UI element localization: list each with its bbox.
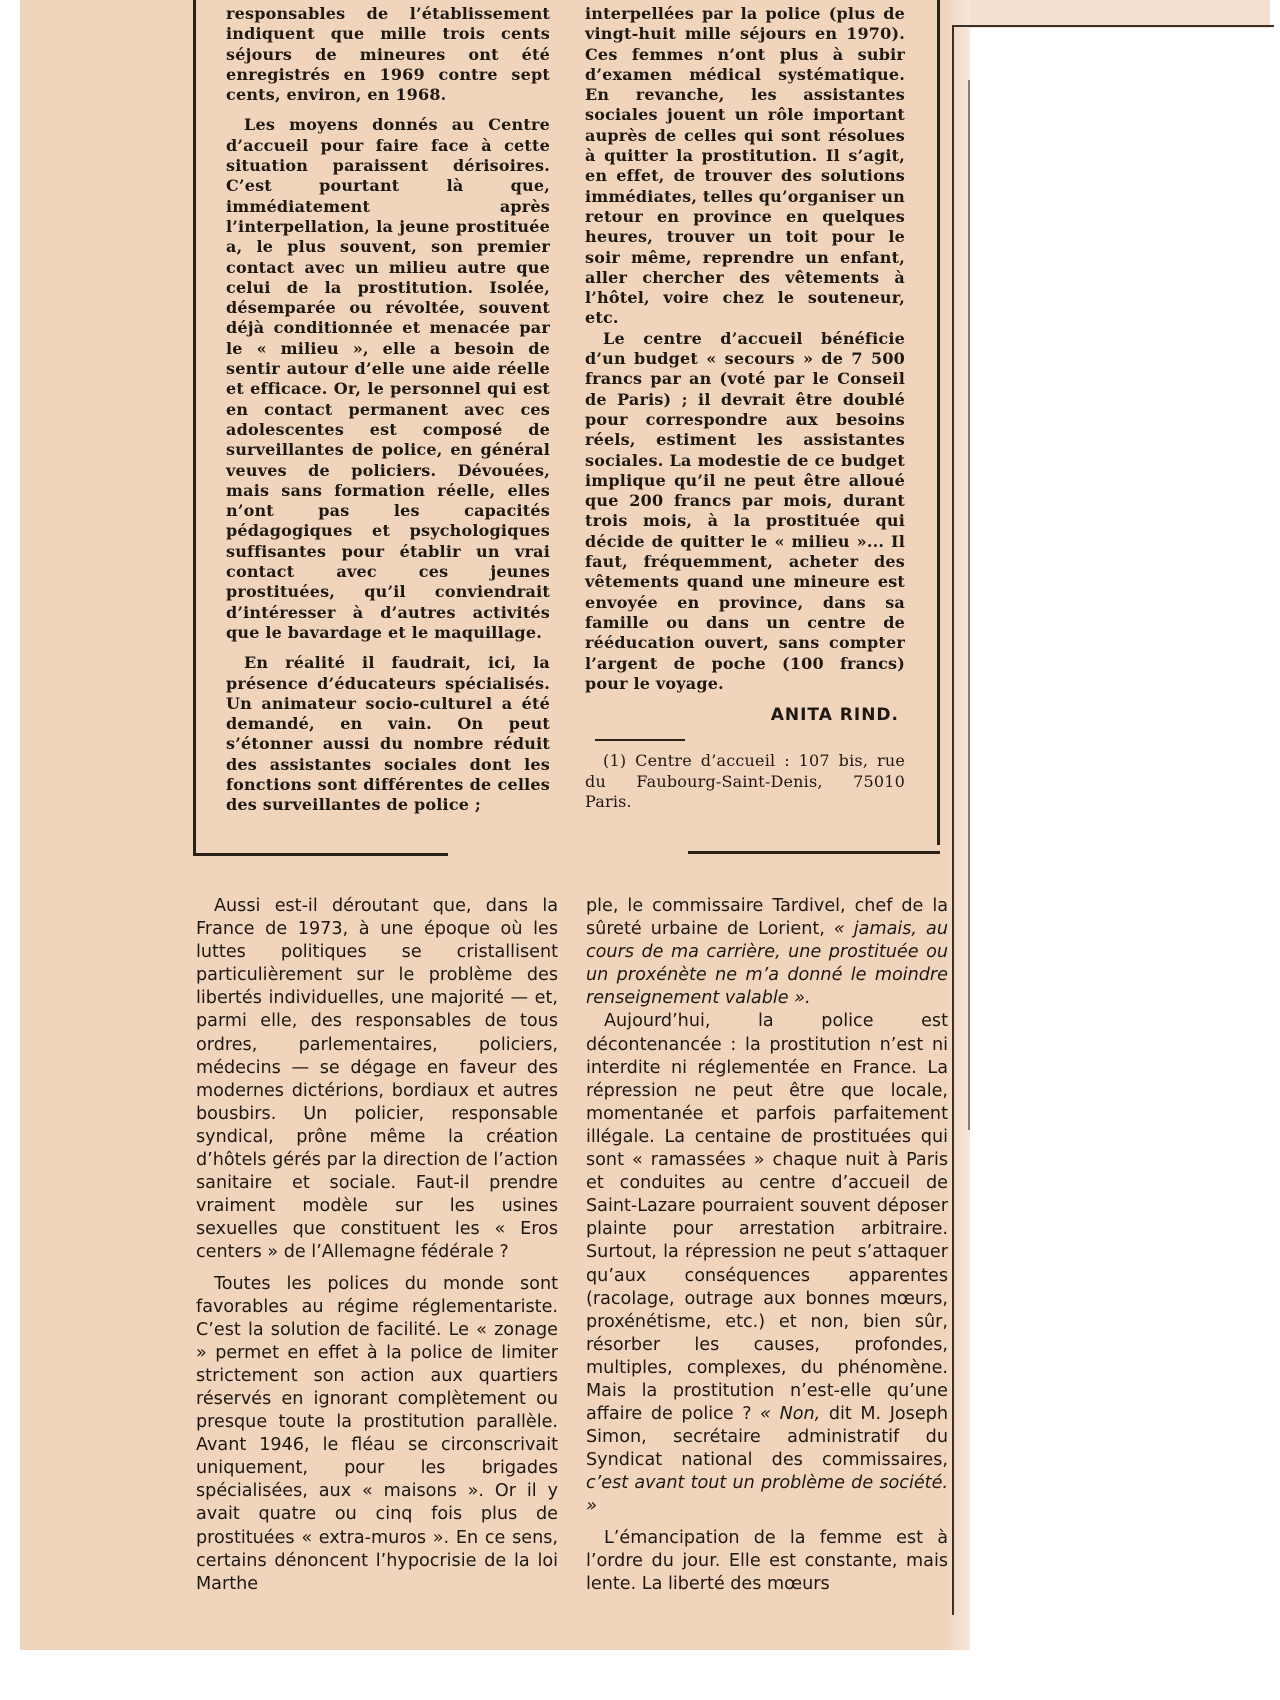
- frame-bottom-rule-right: [688, 851, 940, 854]
- quotation: « Non,: [760, 1404, 821, 1425]
- text-run: dit M. Joseph Simon, secrétaire administratif du Syndicat national des commissaires,: [586, 1404, 948, 1471]
- paragraph: Les moyens donnés au Centre d’accueil pour faire face à cette situation paraissent dérisoires. C’est pourtant là que, immédiatement après l’interpellation, la jeune prostituée a, le plus souvent, son premier contact avec un milieu autre que celui de la prostitution. Isolée, désemparée ou révoltée, souvent déjà conditionnée et menacée par le « milieu », elle a besoin de sentir autour d’elle une aide réelle et efficace. Or, le personnel qui est en contact permanent avec ces adolescentes est composé de surveillantes de police, en général veuves de policiers. Dévouées, mais sans formation réelle, elles n’ont pas les capacités pédagogiques et psychologiques suffisantes pour établir un vrai contact avec ces jeunes prostituées, qu’il conviendrait d’intéresser à d’autres activités que le bavardage et le maquillage.: [226, 115, 550, 642]
- outer-column-rule: [952, 25, 954, 1615]
- paper-scrap: [970, 0, 1270, 28]
- scan-edge-shadow: [968, 80, 970, 1130]
- lower-left-column: [196, 895, 558, 1596]
- paragraph: Le centre d’accueil bénéficie d’un budget « secours » de 7 500 francs par an (voté par le Conseil de Paris) ; il devrait être doublé pour correspondre aux besoins réels, estiment les assistantes sociales. La modestie de ce budget implique qu’il ne peut être alloué que 200 francs par mois, durant trois mois, à la prostituée qui décide de quitter le « milieu »... Il faut, fréquemment, acheter des vêtements quand une mineure est envoyée en province, dans sa famille ou dans un centre de rééducation ouvert, sans compter l’argent de poche (100 francs) pour le voyage.: [585, 328, 905, 693]
- paragraph: Toutes les polices du monde sont favorables au régime réglementariste. C’est la solution de facilité. Le « zonage » permet en effet à la police de limiter strictement son action aux quartiers réservés en ignorant complètement ou presque toute la prostitution parallèle. Avant 1946, le fléau se circonscrivait uniquement, pour les brigades spécialisées, aux « maisons ». Or il y avait quatre ou cinq fois plus de prostituées « extra-muros ». En ce sens, certains dénoncent l’hypocrisie de la loi Marthe: [196, 1273, 558, 1594]
- outer-top-rule: [952, 25, 1274, 27]
- lower-right-column: [586, 895, 948, 1596]
- paragraph: responsables de l’établissement indiquent que mille trois cents séjours de mineures ont été enregistrés en 1969 contre sept cents, environ, en 1968.: [226, 4, 550, 105]
- author-signature: ANITA RIND.: [770, 705, 899, 726]
- frame-right-rule: [937, 0, 940, 845]
- paragraph: interpellées par la police (plus de vingt-huit mille séjours en 1970). Ces femmes n’ont plus à subir d’examen médical systématique. En revanche, les assistantes sociales jouent un rôle important auprès de celles qui sont résolues à quitter la prostitution. Il s’agit, en effet, de trouver des solutions immédiates, telles qu’organiser un retour en province en quelques heures, trouver un toit pour le soir même, reprendre un enfant, aller chercher des vêtements à l’hôtel, voire chez le souteneur, etc.: [585, 4, 905, 328]
- paragraph: [586, 895, 948, 1010]
- paragraph: L’émancipation de la femme est à l’ordre du jour. Elle est constante, mais lente. La liberté des mœurs: [586, 1527, 948, 1594]
- text-run: Aujourd’hui, la police est décontenancée : la prostitution n’est ni interdite ni réglementée en France. La répression ne peut être que locale, momentanée et parfois parfaitement illégale. La centaine de prostituées qui sont « ramassées » chaque nuit à Paris et conduites au centre d’accueil de Saint-Lazare pourraient souvent déposer plainte pour arrestation arbitraire. Surtout, la répression ne peut s’attaquer qu’aux conséquences apparentes (racolage, outrage aux bonnes mœurs, proxénétisme, etc.) et non, bien sûr, résorber les causes, profondes, multiples, complexes, du phénomène. Mais la prostitution n’est-elle qu’une affaire de police ?: [586, 1011, 948, 1425]
- footnote-separator: [595, 739, 685, 741]
- paragraph: [586, 1010, 948, 1518]
- paragraph: Aussi est-il déroutant que, dans la France de 1973, à une époque où les luttes politiques se cristallisent particulièrement sur le problème des libertés individuelles, une majorité — et, parmi elle, des responsables de tous ordres, parlementaires, policiers, médecins — se dégage en faveur des modernes dictérions, bordiaux et autres bousbirs. Un policier, responsable syndical, prône même la création d’hôtels gérés par la direction de l’action sanitaire et sociale. Faut-il prendre vraiment modèle sur les usines sexuelles que constituent les « Eros centers » de l’Allemagne fédérale ?: [196, 896, 558, 1263]
- upper-left-column: [226, 4, 550, 816]
- quotation: c’est avant tout un problème de société. »: [586, 1473, 948, 1517]
- paragraph: En réalité il faudrait, ici, la présence d’éducateurs spécialisés. Un animateur socio-culturel a été demandé, en vain. On peut s’étonner aussi du nombre réduit des assistantes sociales dont les fonctions sont différentes de celles des surveillantes de police ;: [226, 653, 550, 815]
- frame-left-rule: [193, 0, 196, 855]
- quotation: « jamais, au cours de ma carrière, une prostituée ou un proxénète ne m’a donné le moindre renseignement valable ».: [586, 919, 948, 1009]
- text-run: ple, le commissaire Tardivel, chef de la sûreté urbaine de Lorient,: [586, 896, 948, 940]
- frame-bottom-rule-left: [193, 853, 448, 856]
- upper-right-column: [585, 4, 905, 812]
- footnote: (1) Centre d’accueil : 107 bis, rue du Faubourg-Saint-Denis, 75010 Paris.: [585, 751, 905, 811]
